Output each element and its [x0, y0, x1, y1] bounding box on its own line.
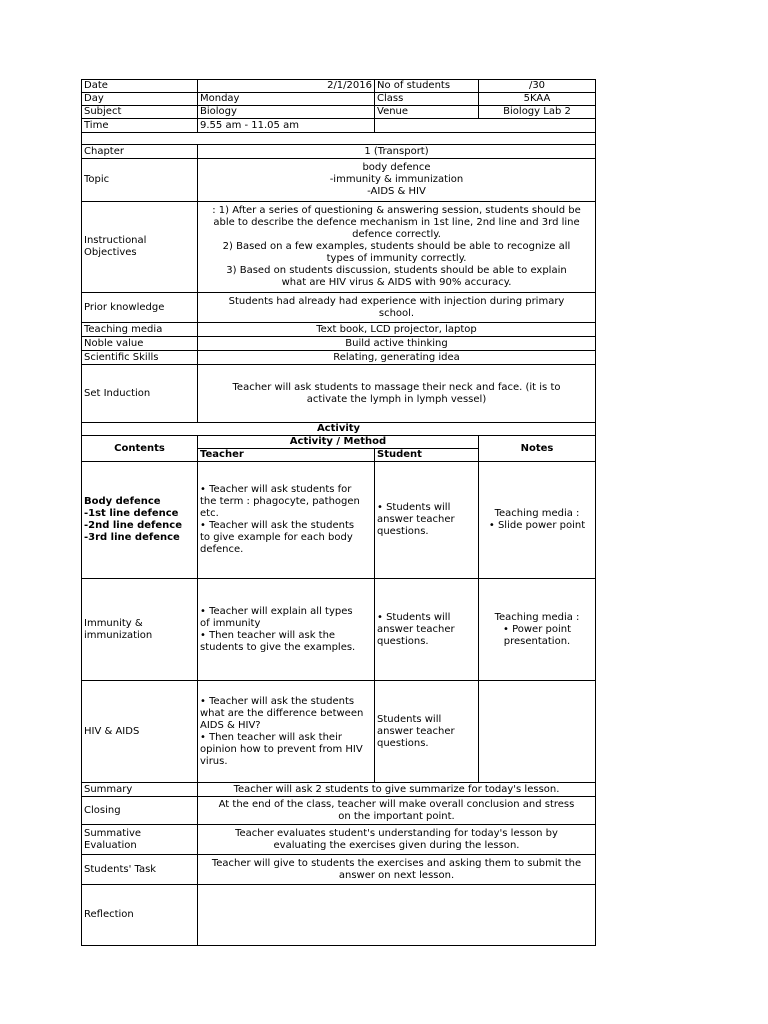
row-day — [82, 93, 596, 106]
task-value — [198, 855, 596, 885]
reflection-value — [198, 885, 596, 946]
content-line: Body defence — [84, 496, 161, 507]
row-task — [82, 855, 596, 885]
row-evaluation — [82, 825, 596, 855]
teacher-line: defence. — [200, 544, 244, 555]
chapter-label: Chapter — [82, 145, 198, 159]
date-value: 2/1/2016 — [198, 80, 375, 93]
venue-label: Venue — [375, 106, 479, 119]
row-chapter — [82, 145, 596, 159]
content-line: immunization — [84, 629, 153, 641]
notes-header: Notes — [479, 436, 596, 462]
teacher-line: etc. — [200, 508, 219, 519]
objective-line: 2) Based on a few examples, students should be able to recognize all — [222, 241, 571, 252]
row-subject — [82, 106, 596, 119]
notes-line: • Slide power point — [488, 520, 586, 531]
row-prior — [82, 293, 596, 323]
venue-value: Biology Lab 2 — [479, 106, 596, 119]
student-line: Students will — [377, 713, 442, 725]
topic-line: -immunity & immunization — [329, 174, 464, 185]
activity-teacher — [198, 579, 375, 681]
teacher-line: to give example for each body — [200, 532, 353, 543]
closing-line: At the end of the class, teacher will make overall conclusion and stress — [218, 798, 575, 810]
activity-notes — [479, 681, 596, 783]
row-spacer — [82, 133, 596, 145]
time-value: 9.55 am - 11.05 am — [198, 119, 375, 133]
task-label: Students' Task — [82, 855, 198, 885]
student-line: answer teacher — [377, 725, 455, 737]
objectives-label: Instructional Objectives — [82, 202, 198, 293]
row-date — [82, 80, 596, 93]
class-value: 5KAA — [479, 93, 596, 106]
evaluation-label-line: Evaluation — [84, 839, 137, 851]
activity-content — [82, 579, 198, 681]
task-line: Teacher will give to students the exercises and asking them to submit the — [211, 857, 582, 869]
content-line: -3rd line defence — [84, 532, 180, 543]
spacer-cell — [82, 133, 596, 145]
teacher-line: virus. — [200, 755, 228, 767]
activity-row-hiv-aids — [82, 681, 596, 783]
notes-line: • Power point — [503, 623, 571, 635]
activity-student — [375, 579, 479, 681]
induction-label: Set Induction — [82, 365, 198, 423]
topic-line: body defence — [362, 162, 431, 173]
teacher-line: AIDS & HIV? — [200, 719, 261, 731]
activity-row-immunity — [82, 579, 596, 681]
closing-line: on the important point. — [338, 810, 455, 822]
student-line: answer teacher — [377, 514, 455, 525]
student-line: questions. — [377, 635, 429, 647]
row-activity-title — [82, 423, 596, 436]
teacher-line: of immunity — [200, 617, 261, 629]
row-skills — [82, 351, 596, 365]
objective-line: : 1) After a series of questioning & answering session, students should be — [212, 205, 581, 216]
evaluation-label — [82, 825, 198, 855]
content-line: HIV & AIDS — [84, 725, 140, 737]
objective-line: 3) Based on students discussion, students should be able to explain — [226, 265, 567, 276]
teacher-line: the term : phagocyte, pathogen — [200, 496, 360, 507]
activity-notes — [479, 579, 596, 681]
subject-value: Biology — [198, 106, 375, 119]
teacher-line: opinion how to prevent from HIV — [200, 743, 363, 755]
objectives-value — [198, 202, 596, 293]
topic-line: -AIDS & HIV — [367, 186, 426, 197]
row-activity-header — [82, 436, 596, 449]
activity-student — [375, 681, 479, 783]
row-topic — [82, 159, 596, 202]
student-line: answer teacher — [377, 623, 455, 635]
activity-title: Activity — [82, 423, 596, 436]
method-header: Activity / Method — [198, 436, 479, 449]
row-objectives — [82, 202, 596, 293]
teacher-line: • Teacher will ask students for — [200, 484, 352, 495]
content-line: Immunity & — [84, 617, 143, 629]
class-label: Class — [375, 93, 479, 106]
students-label: No of students — [375, 80, 479, 93]
notes-line: Teaching media : — [494, 508, 580, 519]
activity-content — [82, 681, 198, 783]
students-value: /30 — [479, 80, 596, 93]
row-closing — [82, 797, 596, 825]
prior-line: Students had already had experience with injection during primary — [228, 295, 565, 307]
teacher-line: students to give the examples. — [200, 641, 356, 653]
objective-line: types of immunity correctly. — [326, 253, 467, 264]
row-summary — [82, 783, 596, 797]
subject-label: Subject — [82, 106, 198, 119]
teacher-line: • Then teacher will ask the — [200, 629, 336, 641]
prior-label: Prior knowledge — [82, 293, 198, 323]
induction-value — [198, 365, 596, 423]
topic-value — [198, 159, 596, 202]
activity-content — [82, 462, 198, 579]
date-label: Date — [82, 80, 198, 93]
teacher-line: what are the difference between — [200, 707, 364, 719]
closing-value — [198, 797, 596, 825]
teacher-header: Teacher — [198, 449, 375, 462]
student-line: • Students will — [377, 611, 451, 623]
row-reflection — [82, 885, 596, 946]
day-value: Monday — [198, 93, 375, 106]
prior-line: school. — [378, 307, 415, 319]
skills-label: Scientific Skills — [82, 351, 198, 365]
notes-line: presentation. — [503, 635, 571, 647]
noble-label: Noble value — [82, 337, 198, 351]
media-value: Text book, LCD projector, laptop — [198, 323, 596, 337]
activity-notes — [479, 462, 596, 579]
summary-value: Teacher will ask 2 students to give summarize for today's lesson. — [198, 783, 596, 797]
summary-label: Summary — [82, 783, 198, 797]
notes-line: Teaching media : — [494, 611, 580, 623]
media-label: Teaching media — [82, 323, 198, 337]
row-induction — [82, 365, 596, 423]
evaluation-line: evaluating the exercises given during the lesson. — [273, 839, 520, 851]
row-noble — [82, 337, 596, 351]
teacher-line: • Then teacher will ask their — [200, 731, 342, 743]
noble-value: Build active thinking — [198, 337, 596, 351]
objective-line: able to describe the defence mechanism in 1st line, 2nd line and 3rd line — [213, 217, 580, 228]
closing-label: Closing — [82, 797, 198, 825]
activity-teacher — [198, 681, 375, 783]
day-label: Day — [82, 93, 198, 106]
evaluation-label-line: Summative — [84, 827, 142, 839]
time-label: Time — [82, 119, 198, 133]
prior-value — [198, 293, 596, 323]
content-line: -2nd line defence — [84, 520, 183, 531]
induction-line: Teacher will ask students to massage their neck and face. (it is to — [232, 381, 561, 393]
row-time — [82, 119, 596, 133]
teacher-line: • Teacher will ask the students — [200, 520, 355, 531]
objective-line: defence correctly. — [352, 229, 441, 240]
task-line: answer on next lesson. — [338, 869, 455, 881]
evaluation-value — [198, 825, 596, 855]
skills-value: Relating, generating idea — [198, 351, 596, 365]
activity-teacher — [198, 462, 375, 579]
lesson-plan-table — [81, 79, 596, 946]
student-line: • Students will — [377, 502, 451, 513]
objective-line: what are HIV virus & AIDS with 90% accuracy. — [281, 277, 512, 288]
teacher-line: • Teacher will ask the students — [200, 695, 355, 707]
induction-line: activate the lymph in lymph vessel) — [306, 393, 487, 405]
reflection-label: Reflection — [82, 885, 198, 946]
chapter-value: 1 (Transport) — [198, 145, 596, 159]
activity-row-body-defence — [82, 462, 596, 579]
teacher-line: • Teacher will explain all types — [200, 605, 353, 617]
student-line: questions. — [377, 737, 429, 749]
contents-header: Contents — [82, 436, 198, 462]
activity-student — [375, 462, 479, 579]
content-line: -1st line defence — [84, 508, 179, 519]
row-media — [82, 323, 596, 337]
student-line: questions. — [377, 526, 429, 537]
time-blank-cell — [375, 119, 596, 133]
evaluation-line: Teacher evaluates student's understanding for today's lesson by — [235, 827, 558, 839]
topic-label: Topic — [82, 159, 198, 202]
student-header: Student — [375, 449, 479, 462]
